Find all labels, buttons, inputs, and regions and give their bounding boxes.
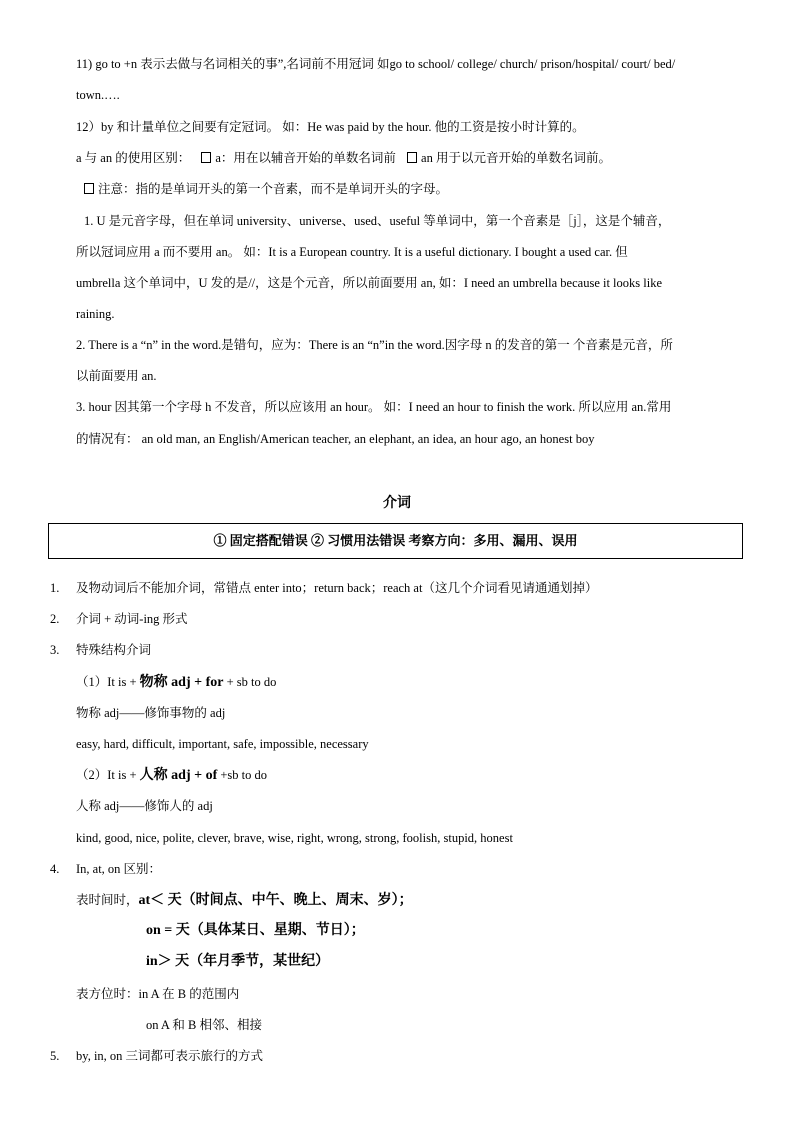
list-item-3: 特殊结构介词 (76, 643, 152, 657)
text-line-12: 12）by 和计量单位之间要有定冠词。 如：He was paid by the hour. 他的工资是按小时计算的。 (76, 120, 585, 134)
list-number-3: 3. (50, 643, 60, 657)
time-rule-in: in＞ 天（年月季节，某世纪） (146, 954, 330, 969)
text-line-p1b: 所以冠词应用 a 而不要用 an。 如：It is a European country. It is a useful dictionary. I bought a used car. 但 (76, 245, 628, 259)
a-rule: a：用在以辅音开始的单数名词前 (215, 151, 396, 165)
note-text: 注意：指的是单词开头的第一个音素，而不是单词开头的字母。 (98, 182, 449, 196)
sub-item-2 (76, 766, 267, 785)
list-number-5: 5. (50, 1049, 60, 1063)
location-rule-in: 表方位时：in A 在 B 的范围内 (76, 987, 240, 1001)
sub-item-2-words: kind, good, nice, polite, clever, brave, wise, right, wrong, strong, foolish, stupid, honest (76, 831, 513, 845)
sub-item-1-words: easy, hard, difficult, important, safe, impossible, necessary (76, 737, 369, 751)
list-number-2: 2. (50, 612, 60, 626)
text-line-11a: 11) go to +n 表示去做与名词相关的事”,名词前不用冠词 如go to school/ college/ church/ prison/hospital/ court/ bed/ (76, 57, 676, 71)
sub-item-2-bold: 人称 adj + of (139, 768, 218, 783)
list-item-4: In, at, on 区别： (76, 862, 162, 876)
text-line-note (84, 180, 448, 198)
section-title: 介词 (383, 496, 411, 511)
text-line-p1c: umbrella 这个单词中，U 发的是//，这是个元音，所以前面要用 an, 如：I need an umbrella because it looks like (76, 276, 663, 290)
text-line-p2a: 2. There is a “n” in the word.是错句，应为：There is an “n”in the word.因字母 n 的发音的第一 个音素是元音，所 (76, 338, 673, 352)
section-summary-box: ① 固定搭配错误 ② 习惯用法错误 考察方向：多用、漏用、误用 (48, 523, 743, 559)
text-line-a-an (76, 149, 611, 167)
list-item-5: by, in, on 三词都可表示旅行的方式 (76, 1049, 264, 1063)
square-bullet-icon (407, 152, 417, 163)
text-line-p1a: 1. U 是元音字母，但在单词 university、universe、used、useful 等单词中，第一个音素是［j］，这是个辅音， (84, 214, 671, 228)
list-number-4: 4. (50, 862, 60, 876)
sub-item-1 (76, 673, 276, 692)
text-line-p3b: 的情况有： an old man, an English/American teacher, an elephant, an idea, an hour ago, an honest boy (76, 432, 595, 446)
time-rule-at-text: at＜ 天（时间点、中午、晚上、周末、岁）； (138, 893, 413, 908)
list-item-2: 介词 + 动词-ing 形式 (76, 612, 188, 626)
square-bullet-icon (201, 152, 211, 163)
list-number-1: 1. (50, 581, 60, 595)
time-rule-on: on = 天（具体某日、星期、节日）； (146, 923, 365, 938)
text-line-p1d: raining. (76, 307, 115, 321)
sub-item-2-prefix: （2）It is + (76, 768, 140, 782)
sub-item-2-suffix: +sb to do (217, 768, 268, 782)
sub-item-1-suffix: + sb to do (223, 675, 277, 689)
a-an-intro: a 与 an 的使用区别： (76, 151, 191, 165)
sub-item-1-prefix: （1）It is + (76, 675, 140, 689)
an-rule: an 用于以元音开始的单数名词前。 (421, 151, 611, 165)
list-item-1: 及物动词后不能加介词，常错点 enter into；return back；reach at（这几个介词看见请通通划掉） (76, 581, 598, 595)
sub-item-1-definition: 物称 adj——修饰事物的 adj (76, 706, 226, 720)
text-line-p3a: 3. hour 因其第一个字母 h 不发音，所以应该用 an hour。 如：I need an hour to finish the work. 所以应用 an.常用 (76, 400, 672, 414)
text-line-11b: town.…. (76, 88, 120, 102)
square-bullet-icon (84, 183, 94, 194)
text-line-p2b: 以前面要用 an. (76, 369, 157, 383)
sub-item-1-bold: 物称 adj + for (139, 675, 224, 690)
sub-item-2-definition: 人称 adj——修饰人的 adj (76, 799, 213, 813)
location-rule-on: on A 和 B 相邻、相接 (146, 1018, 262, 1032)
time-rule-at (76, 891, 413, 910)
time-rule-prefix: 表时间时， (76, 893, 139, 907)
